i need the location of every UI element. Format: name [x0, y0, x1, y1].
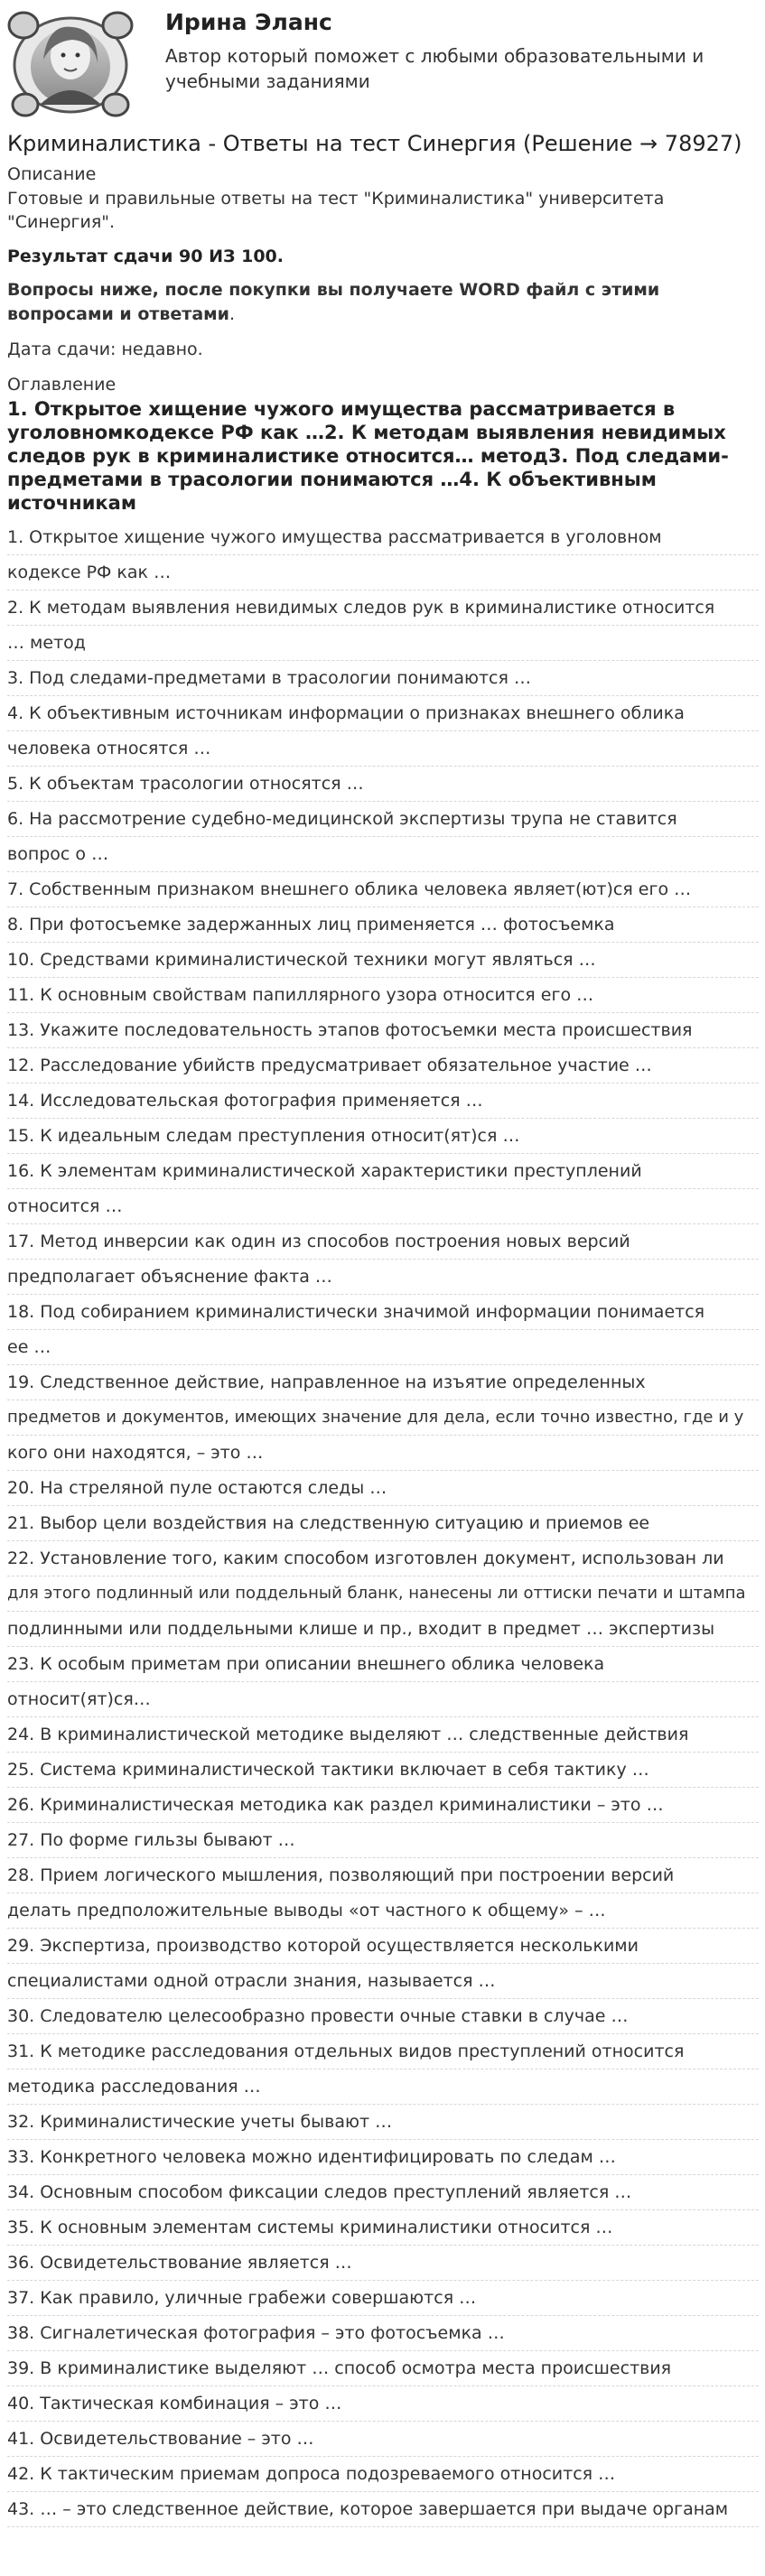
question-line: 10. Средствами криминалистической техники могут являться …	[7, 943, 759, 978]
question-line: 23. К особым приметам при описании внешнего облика человека	[7, 1647, 759, 1682]
question-line: 5. К объектам трасологии относятся …	[7, 767, 759, 802]
description-text: Готовые и правильные ответы на тест "Криминалистика" университета "Синергия".	[7, 189, 665, 232]
question-line: 38. Сигналетическая фотография – это фотосъемка …	[7, 2316, 759, 2351]
question-line: 21. Выбор цели воздействия на следственную ситуацию и приемов ее	[7, 1506, 759, 1541]
question-line: 31. К методике расследования отдельных видов преступлений относится	[7, 2034, 759, 2069]
question-line: 27. По форме гильзы бывают …	[7, 1823, 759, 1858]
question-line: 30. Следователю целесообразно провести очные ставки в случае …	[7, 1999, 759, 2034]
question-line: методика расследования …	[7, 2069, 759, 2105]
question-line: 14. Исследовательская фотография применяется …	[7, 1083, 759, 1119]
question-line: 43. … – это следственное действие, которое завершается при выдаче органам	[7, 2492, 759, 2527]
purchase-note-tail: .	[229, 304, 236, 324]
question-line: 41. Освидетельствование – это …	[7, 2422, 759, 2457]
question-line: 25. Система криминалистической тактики включает в себя тактику …	[7, 1753, 759, 1788]
question-line: … метод	[7, 626, 759, 661]
main-content	[7, 128, 759, 2527]
author-description: Автор который поможет с любыми образовательными и учебными заданиями	[165, 45, 704, 92]
question-line: 13. Укажите последовательность этапов фотосъемки места происшествия	[7, 1013, 759, 1048]
question-line: 16. К элементам криминалистической характеристики преступлений	[7, 1154, 759, 1189]
question-list	[7, 520, 759, 2527]
question-line: 33. Конкретного человека можно идентифицировать по следам …	[7, 2140, 759, 2175]
question-line: кодексе РФ как …	[7, 555, 759, 591]
question-line: 19. Следственное действие, направленное на изъятие определенных	[7, 1365, 759, 1400]
question-line: 17. Метод инверсии как один из способов построения новых версий	[7, 1224, 759, 1260]
question-line: предполагает объяснение факта …	[7, 1260, 759, 1295]
question-line: 3. Под следами-предметами в трасологии понимаются …	[7, 661, 759, 696]
question-line: 26. Криминалистическая методика как раздел криминалистики – это …	[7, 1788, 759, 1823]
question-line: человека относятся …	[7, 731, 759, 767]
question-line: 24. В криминалистической методике выделяют … следственные действия	[7, 1717, 759, 1753]
toc-heading: 1. Открытое хищение чужого имущества рассматривается в уголовномкодексе РФ как …2. К методам выявления невидимых следов рук в криминалистике относится… метод3. Под следами-предметами в трасологии понимаются …4. К объективным источникам	[7, 398, 729, 514]
question-line: подлинными или поддельными клише и пр., входит в предмет … экспертизы	[7, 1612, 759, 1647]
page-title: Криминалистика - Ответы на тест Синергия (Решение → 78927)	[7, 131, 742, 156]
question-line: 37. Как правило, уличные грабежи совершаются …	[7, 2281, 759, 2316]
description-label: Описание	[7, 164, 97, 184]
question-line: 35. К основным элементам системы криминалистики относится …	[7, 2210, 759, 2246]
question-line: делать предположительные выводы «от частного к общему» – …	[7, 1893, 759, 1929]
purchase-note-bold: Вопросы ниже, после покупки вы получаете WORD файл с этими вопросами и ответами	[7, 280, 660, 324]
toc-label: Оглавление	[7, 375, 117, 395]
question-line: специалистами одной отрасли знания, называется …	[7, 1964, 759, 1999]
question-line: 36. Освидетельствование является …	[7, 2246, 759, 2281]
question-line: вопрос о …	[7, 837, 759, 872]
purchase-note	[7, 278, 759, 327]
question-line: 42. К тактическим приемам допроса подозреваемого относится …	[7, 2457, 759, 2492]
question-line: 15. К идеальным следам преступления относит(ят)ся …	[7, 1119, 759, 1154]
question-line: 7. Собственным признаком внешнего облика человека являет(ют)ся его …	[7, 872, 759, 907]
question-line: 1. Открытое хищение чужого имущества рассматривается в уголовном	[7, 520, 759, 555]
question-line: 11. К основным свойствам папиллярного узора относится его …	[7, 978, 759, 1013]
author-header	[0, 0, 765, 126]
author-avatar[interactable]	[7, 5, 134, 119]
question-line: 28. Прием логического мышления, позволяющий при построении версий	[7, 1858, 759, 1893]
author-name[interactable]: Ирина Эланс	[165, 9, 332, 35]
question-line: относит(ят)ся…	[7, 1682, 759, 1717]
question-line: ее …	[7, 1330, 759, 1365]
question-line: 40. Тактическая комбинация – это …	[7, 2386, 759, 2422]
question-line: 22. Установление того, каким способом изготовлен документ, использован ли	[7, 1541, 759, 1576]
date-text: Дата сдачи: недавно.	[7, 339, 203, 359]
question-line: 18. Под собиранием криминалистически значимой информации понимается	[7, 1295, 759, 1330]
question-line: 6. На рассмотрение судебно-медицинской экспертизы трупа не ставится	[7, 802, 759, 837]
question-line: для этого подлинный или поддельный бланк, нанесены ли оттиски печати и штампа	[7, 1576, 759, 1612]
question-line: относится …	[7, 1189, 759, 1224]
question-line: 12. Расследование убийств предусматривает обязательное участие …	[7, 1048, 759, 1083]
question-line: 20. На стреляной пуле остаются следы …	[7, 1471, 759, 1506]
question-line: 8. При фотосъемке задержанных лиц применяется … фотосъемка	[7, 907, 759, 943]
question-line: 4. К объективным источникам информации о признаках внешнего облика	[7, 696, 759, 731]
question-line: предметов и документов, имеющих значение для дела, если точно известно, где и у	[7, 1400, 759, 1436]
question-line: 34. Основным способом фиксации следов преступлений является …	[7, 2175, 759, 2210]
result-text: Результат сдачи 90 ИЗ 100.	[7, 246, 284, 266]
question-line: 29. Экспертиза, производство которой осуществляется несколькими	[7, 1929, 759, 1964]
question-line: 32. Криминалистические учеты бывают …	[7, 2105, 759, 2140]
question-line: 2. К методам выявления невидимых следов рук в криминалистике относится	[7, 591, 759, 626]
question-line: кого они находятся, – это …	[7, 1436, 759, 1471]
question-line: 39. В криминалистике выделяют … способ осмотра места происшествия	[7, 2351, 759, 2386]
